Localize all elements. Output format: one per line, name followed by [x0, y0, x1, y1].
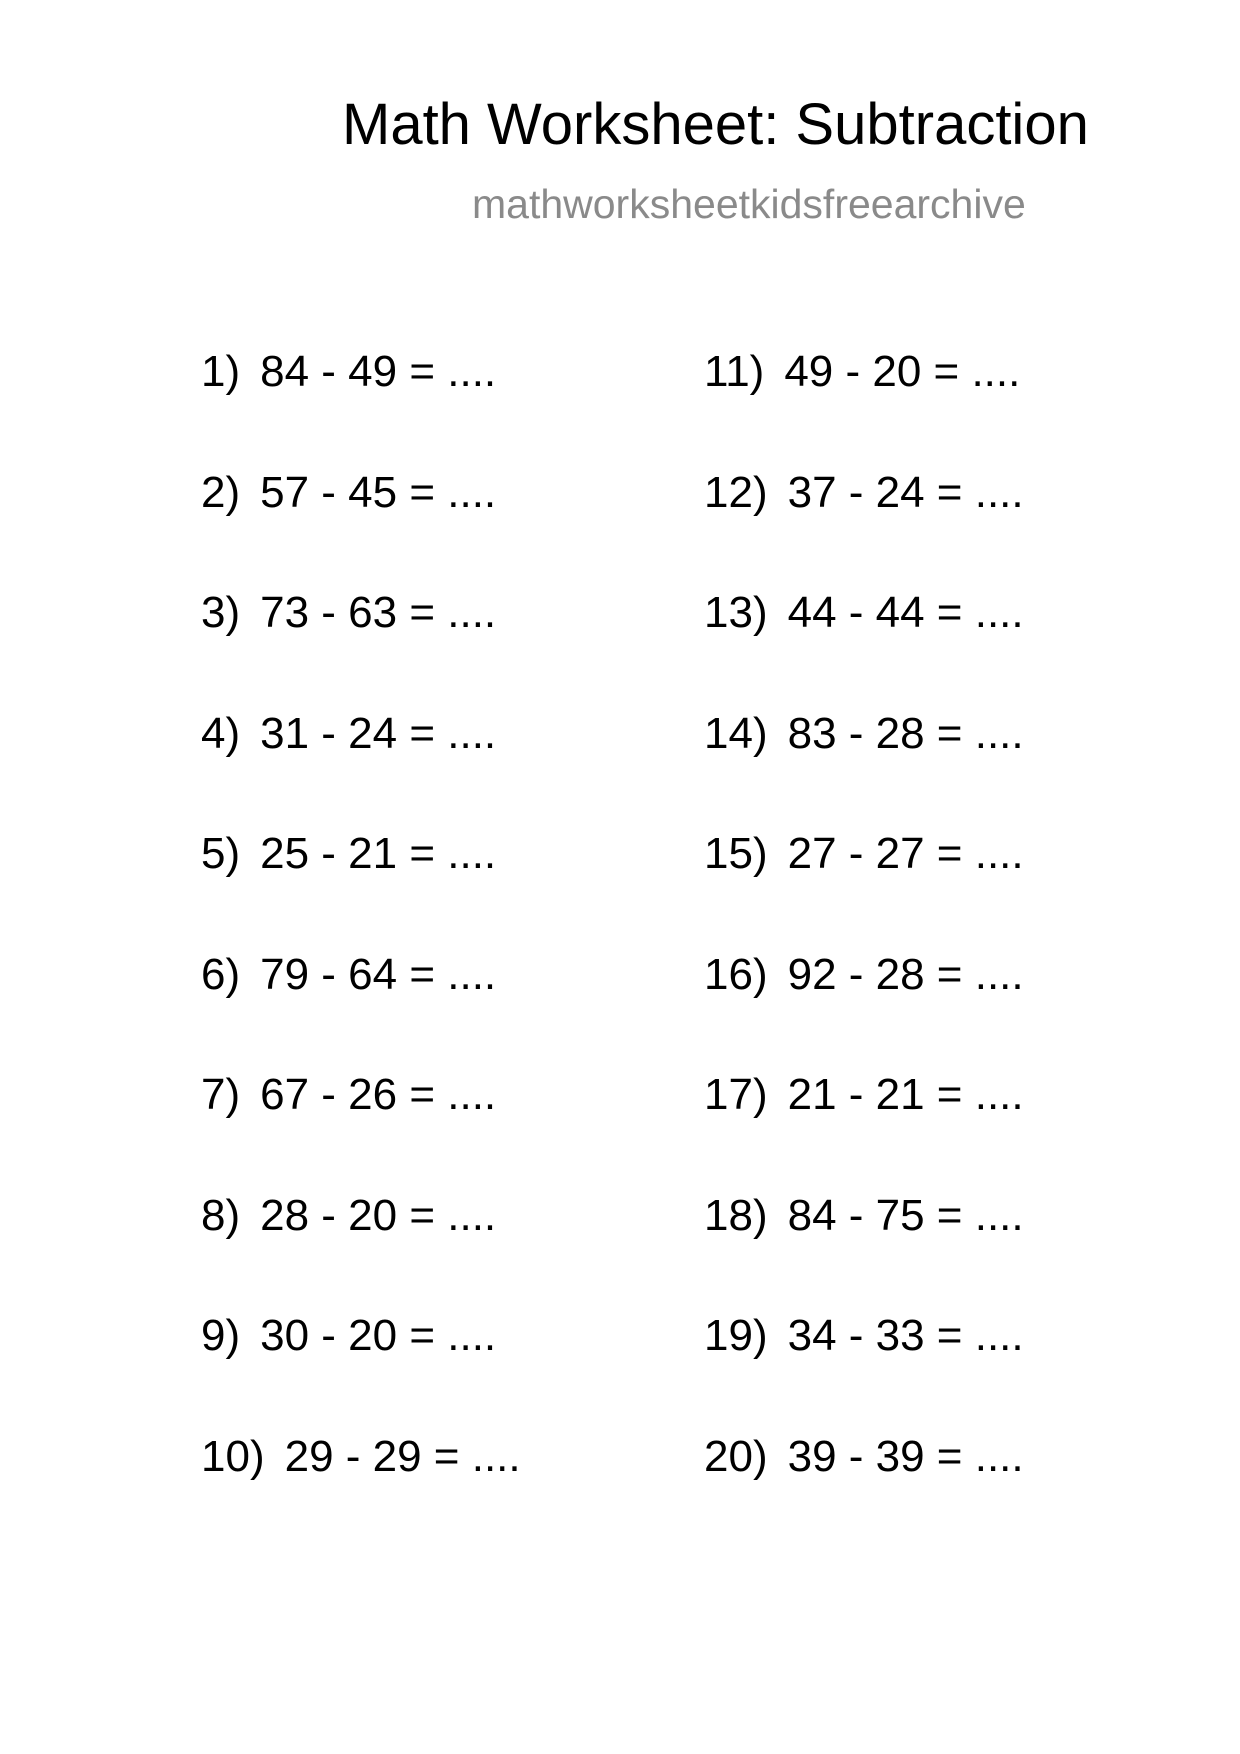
problem-number: 19)	[704, 1311, 768, 1360]
problem-item	[201, 467, 521, 592]
problem-number: 20)	[704, 1431, 768, 1481]
problem-expression: 34 - 33 = ....	[787, 1311, 1024, 1360]
problem-number: 11)	[704, 347, 765, 396]
problem-item	[704, 1190, 1024, 1315]
problem-number: 9)	[201, 1311, 241, 1360]
problem-number: 4)	[201, 708, 241, 758]
problem-item	[201, 347, 521, 471]
problem-expression: 21 - 21 = ....	[787, 1070, 1024, 1119]
problem-item	[704, 467, 1024, 592]
problem-expression: 73 - 63 = ....	[260, 588, 497, 637]
problem-expression: 25 - 21 = ....	[260, 829, 497, 878]
worksheet-subtitle: mathworksheetkidsfreearchive	[472, 181, 1026, 227]
problem-column-left	[201, 347, 521, 1555]
problem-number: 8)	[201, 1190, 241, 1240]
problem-number: 1)	[201, 347, 241, 396]
problem-item	[201, 1311, 521, 1435]
problem-item	[201, 949, 521, 1074]
problem-expression: 37 - 24 = ....	[787, 467, 1024, 517]
problem-number: 2)	[201, 467, 241, 517]
problem-expression: 84 - 75 = ....	[787, 1190, 1024, 1240]
problem-item	[704, 829, 1024, 953]
problem-item	[201, 1190, 521, 1315]
problem-item	[704, 1070, 1024, 1194]
problem-item	[201, 1431, 521, 1556]
problem-item	[201, 708, 521, 833]
problem-expression: 92 - 28 = ....	[787, 949, 1024, 999]
problem-item	[201, 1070, 521, 1194]
problem-number: 17)	[704, 1070, 768, 1119]
problem-expression: 67 - 26 = ....	[260, 1070, 497, 1119]
problem-item	[704, 1431, 1024, 1556]
problem-number: 13)	[704, 588, 768, 637]
problem-number: 6)	[201, 949, 241, 999]
problem-number: 12)	[704, 467, 768, 517]
problem-item	[704, 1311, 1024, 1435]
problem-item	[704, 949, 1024, 1074]
problem-number: 7)	[201, 1070, 241, 1119]
worksheet-title: Math Worksheet: Subtraction	[342, 92, 1089, 157]
problem-number: 3)	[201, 588, 241, 637]
problem-expression: 39 - 39 = ....	[787, 1431, 1024, 1481]
problem-item	[704, 708, 1024, 833]
problem-item	[201, 588, 521, 712]
problem-expression: 57 - 45 = ....	[260, 467, 497, 517]
problem-expression: 29 - 29 = ....	[284, 1431, 521, 1481]
problem-number: 14)	[704, 708, 768, 758]
problem-item	[201, 829, 521, 953]
problem-expression: 83 - 28 = ....	[787, 708, 1024, 758]
problem-expression: 84 - 49 = ....	[260, 347, 497, 396]
problem-expression: 31 - 24 = ....	[260, 708, 497, 758]
problem-expression: 49 - 20 = ....	[784, 347, 1021, 396]
problem-expression: 44 - 44 = ....	[787, 588, 1024, 637]
problem-number: 15)	[704, 829, 768, 878]
problem-column-right	[704, 347, 1024, 1555]
problem-expression: 79 - 64 = ....	[260, 949, 497, 999]
problem-number: 18)	[704, 1190, 768, 1240]
problem-item	[704, 588, 1024, 712]
problem-expression: 27 - 27 = ....	[787, 829, 1024, 878]
problem-expression: 30 - 20 = ....	[260, 1311, 497, 1360]
problem-number: 16)	[704, 949, 768, 999]
problem-expression: 28 - 20 = ....	[260, 1190, 497, 1240]
problem-item	[704, 347, 1024, 471]
problem-number: 5)	[201, 829, 241, 878]
problem-number: 10)	[201, 1431, 265, 1481]
